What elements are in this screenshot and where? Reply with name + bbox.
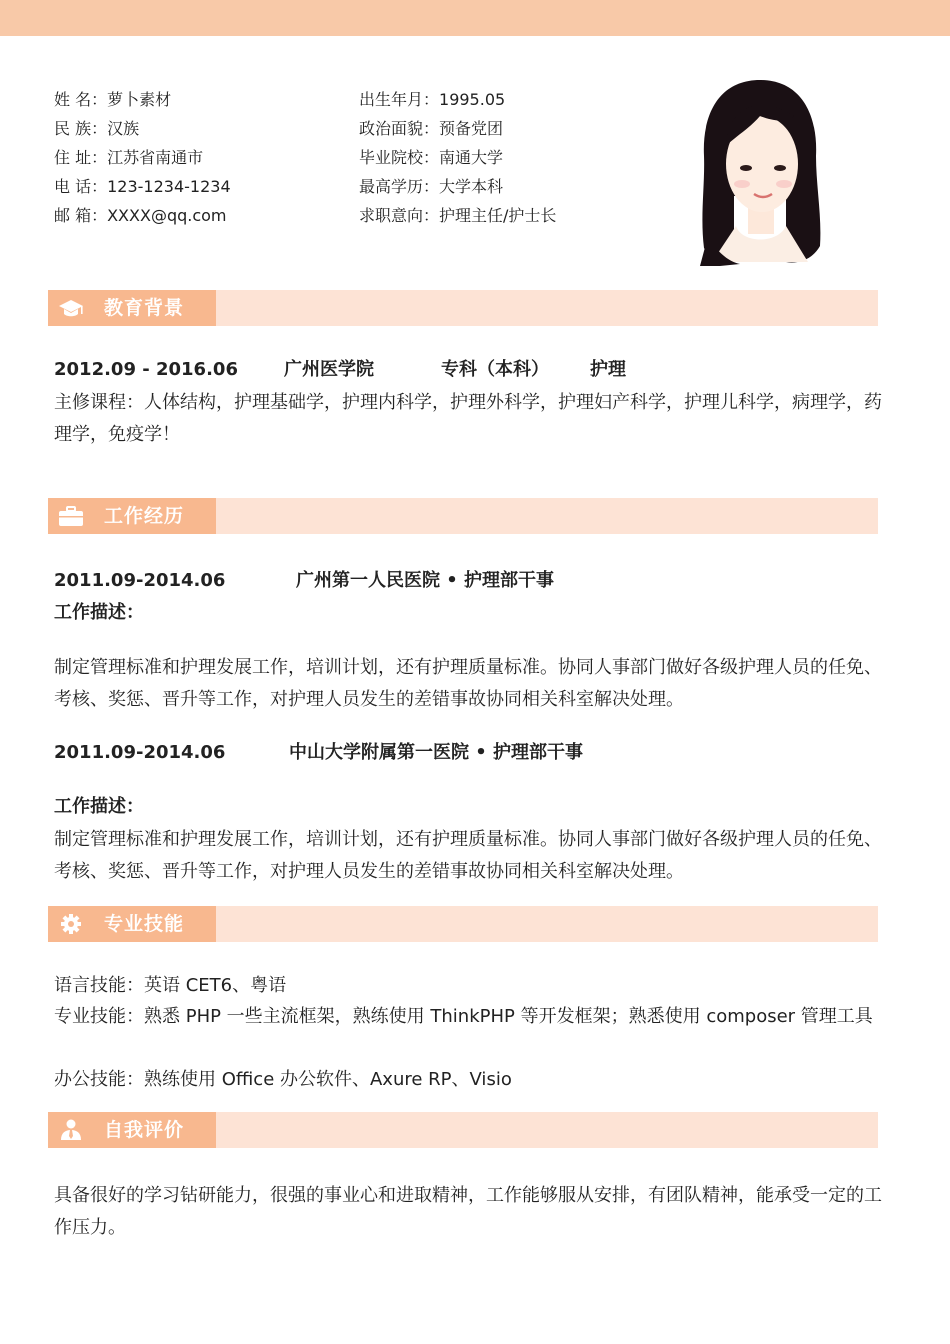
education-section-header <box>48 290 878 326</box>
top-banner <box>0 0 950 36</box>
skill-office: 办公技能：熟练使用 Office 办公软件、Axure RP、Visio <box>54 1069 512 1090</box>
objective-row: 求职意向：护理主任/护士长 <box>359 206 557 225</box>
phone-row: 电 话：123-1234-1234 <box>54 177 231 196</box>
degree-row: 最高学历：大学本科 <box>359 177 504 196</box>
section-title: 专业技能 <box>104 913 185 935</box>
work-2-desc-label: 工作描述： <box>54 796 144 817</box>
education-period: 2012.09 - 2016.06 <box>54 359 238 380</box>
name-value: 萝卜素材 <box>107 90 172 109</box>
education-level: 专科（本科） <box>441 359 549 380</box>
birth-row: 出生年月：1995.05 <box>359 90 506 109</box>
school-row: 毕业院校：南通大学 <box>359 148 504 167</box>
work-1-org: 广州第一人民医院 • 护理部干事 <box>296 570 555 591</box>
skills-section-header <box>48 906 878 942</box>
email-row: 邮 箱：XXXX@qq.com <box>54 206 227 225</box>
section-title: 自我评价 <box>104 1119 185 1141</box>
work-2-desc: 制定管理标准和护理发展工作，培训计划，还有护理质量标准。协同人事部门做好各级护理人员的任免、考核、奖惩、晋升等工作，对护理人员发生的差错事故协同相关科室解决处理。 <box>54 829 882 882</box>
section-title: 工作经历 <box>104 505 185 527</box>
self-eval-section-header <box>48 1112 878 1148</box>
ethnicity-row: 民 族：汉族 <box>54 119 140 138</box>
graduation-cap-icon <box>58 297 84 319</box>
self-eval-text: 具备很好的学习钻研能力，很强的事业心和进取精神，工作能够服从安排，有团队精神，能承受一定的工作压力。 <box>54 1185 882 1238</box>
address-row: 住 址：江苏省南通市 <box>54 148 204 167</box>
avatar <box>690 76 830 266</box>
work-1-period: 2011.09-2014.06 <box>54 570 226 591</box>
education-school: 广州医学院 <box>284 359 374 380</box>
person-tie-icon <box>58 1119 84 1141</box>
work-2-period: 2011.09-2014.06 <box>54 742 226 763</box>
work-2-org: 中山大学附属第一医院 • 护理部干事 <box>289 742 584 763</box>
section-title: 教育背景 <box>104 297 185 319</box>
gear-icon <box>58 913 84 935</box>
skill-language: 语言技能：英语 CET6、粤语 <box>54 975 287 996</box>
skill-professional: 专业技能：熟悉 PHP 一些主流框架，熟练使用 ThinkPHP 等开发框架；熟悉使用 composer 管理工具 <box>54 1006 873 1027</box>
education-courses: 主修课程：人体结构，护理基础学，护理内科学，护理外科学，护理妇产科学，护理儿科学，病理学，药理学，免疫学！ <box>54 392 882 445</box>
work-section-header <box>48 498 878 534</box>
education-major: 护理 <box>590 359 626 380</box>
work-1-desc-label: 工作描述： <box>54 602 144 623</box>
name-row: 姓 名：萝卜素材 <box>54 90 172 109</box>
work-1-desc: 制定管理标准和护理发展工作，培训计划，还有护理质量标准。协同人事部门做好各级护理人员的任免、考核、奖惩、晋升等工作，对护理人员发生的差错事故协同相关科室解决处理。 <box>54 657 882 710</box>
briefcase-icon <box>58 505 84 527</box>
political-row: 政治面貌：预备党团 <box>359 119 504 138</box>
